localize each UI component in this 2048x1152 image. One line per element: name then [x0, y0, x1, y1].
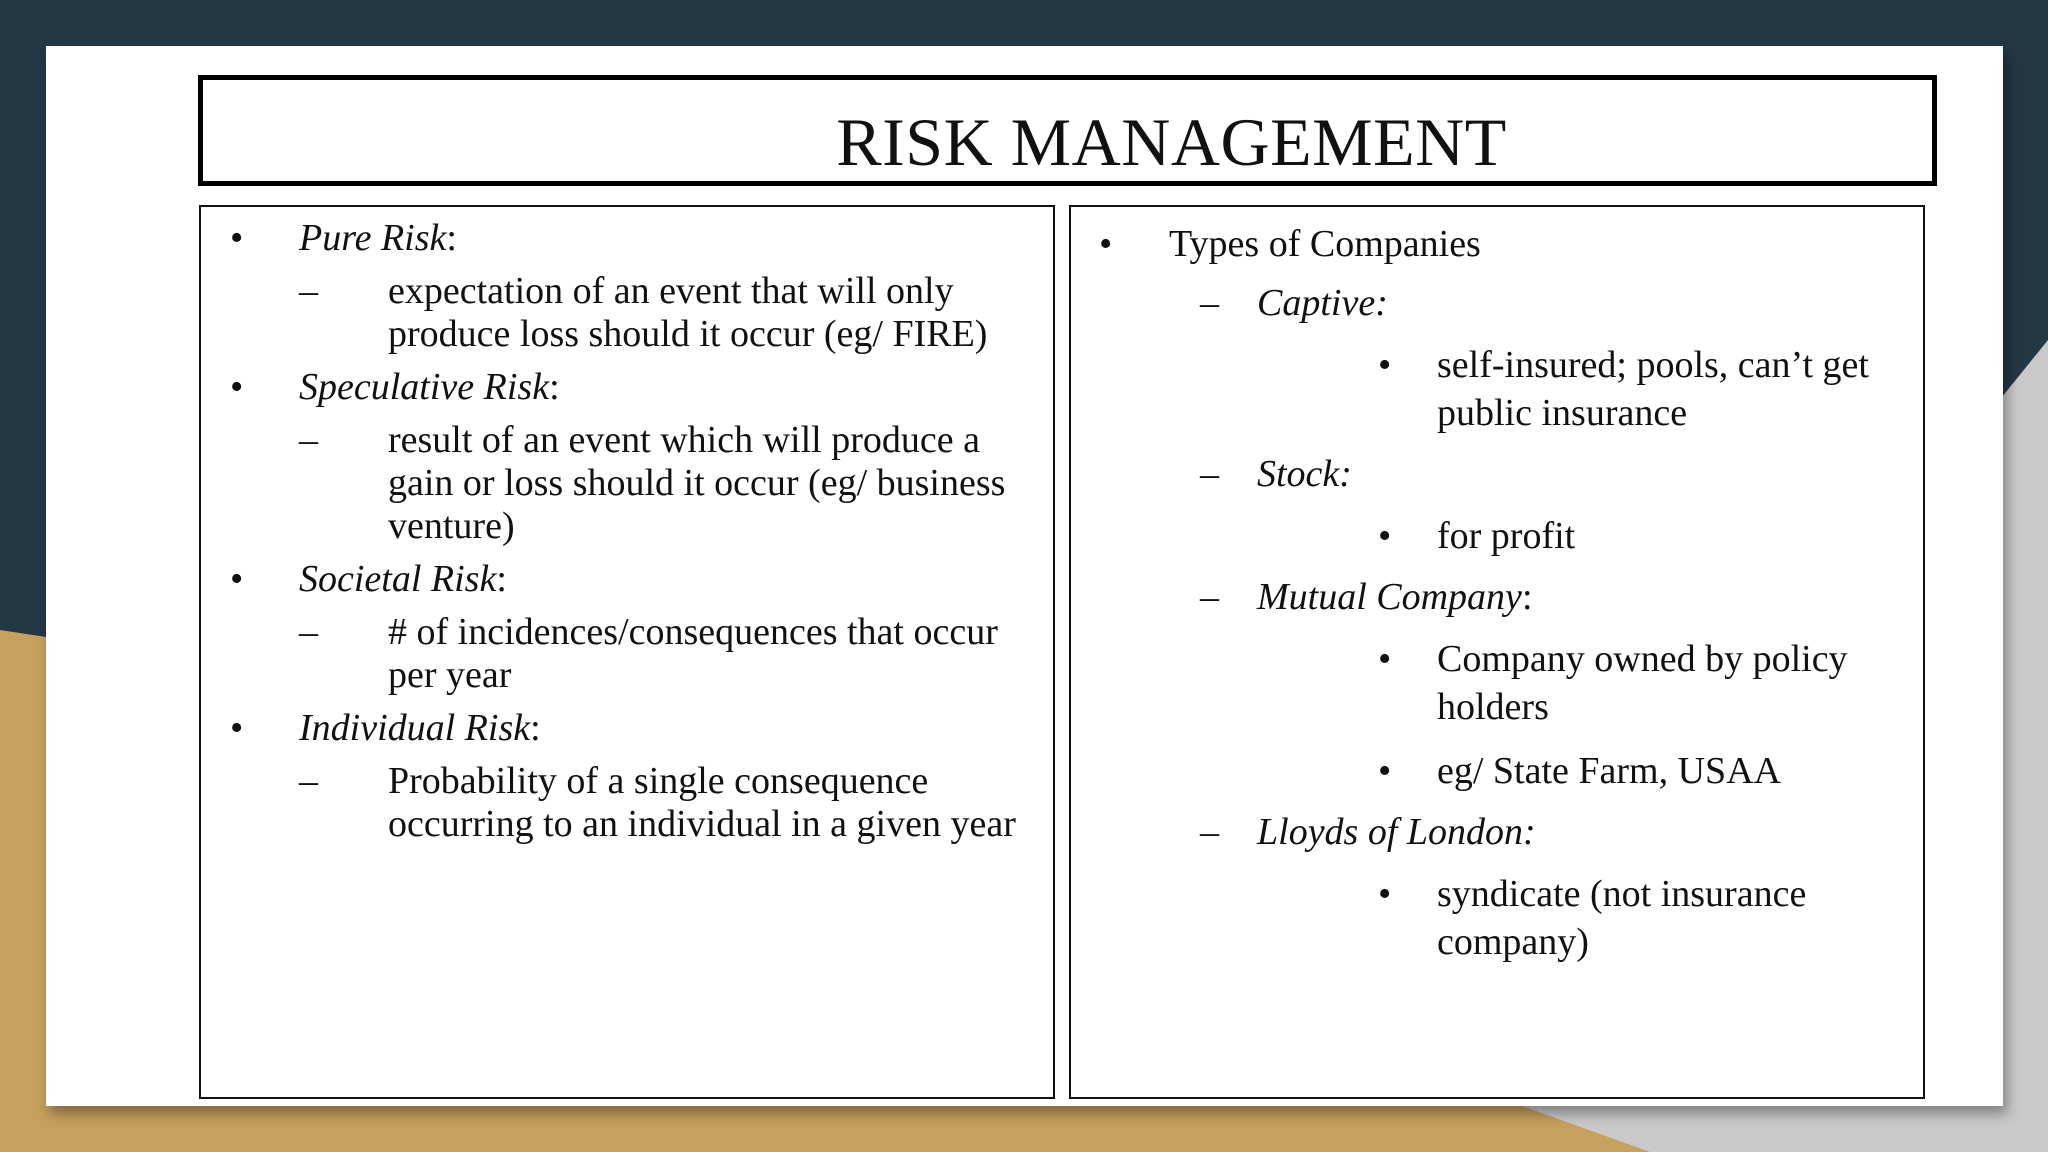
slide-title: RISK MANAGEMENT: [836, 104, 1507, 180]
term-suffix: :: [530, 707, 541, 749]
bullet-marker: •: [230, 366, 244, 408]
detail: Probability of a single consequence occurring to an individual in a given year: [388, 760, 1016, 845]
detail-item: [1200, 747, 1923, 795]
company-subtypes-list: [1200, 282, 1923, 966]
detail: expectation of an event that will only produce loss should it occur (eg/ FIRE): [388, 270, 988, 355]
detail: result of an event which will produce a gain or loss should it occur (eg/ business venture): [388, 419, 1006, 547]
sub-list-wrapper: [201, 419, 1053, 548]
detail: self-insured; pools, can’t get public insurance: [1437, 344, 1869, 434]
dash-marker: –: [299, 419, 318, 461]
dash-marker: –: [299, 760, 318, 802]
detail: Company owned by policy holders: [1437, 638, 1848, 728]
risk-types-list: [201, 217, 1053, 846]
list-item-lloyds-of-london: [1200, 811, 1923, 966]
dash-marker: –: [1200, 282, 1219, 324]
dash-marker: –: [1200, 576, 1219, 618]
term: Pure Risk: [299, 217, 447, 259]
list-item-societal-risk: [201, 558, 1053, 601]
bullet-marker: •: [230, 558, 244, 600]
dash-marker: –: [299, 270, 318, 312]
bullet-marker: •: [1378, 873, 1392, 915]
term: Lloyds of London:: [1257, 811, 1536, 853]
term-suffix: :: [549, 366, 560, 408]
detail-list: [1200, 512, 1923, 560]
sub-list-wrapper: [201, 760, 1053, 846]
bullet-marker: •: [1378, 638, 1392, 680]
term-suffix: :: [496, 558, 507, 600]
detail: eg/ State Farm, USAA: [1437, 750, 1782, 792]
detail-item: [1200, 870, 1923, 966]
detail-list: [1200, 341, 1923, 437]
detail-item: [1200, 635, 1923, 731]
detail-item: [1200, 341, 1923, 437]
heading: Types of Companies: [1169, 223, 1481, 265]
term: Captive:: [1257, 282, 1388, 324]
title-box: [198, 75, 1937, 186]
bullet-marker: •: [1099, 223, 1113, 265]
term: Societal Risk: [299, 558, 497, 600]
list-item-pure-risk: [201, 217, 1053, 260]
term: Mutual Company: [1257, 576, 1522, 618]
list-item-speculative-risk: [201, 366, 1053, 409]
list-item-types-of-companies: [1071, 223, 1923, 966]
bullet-marker: •: [1378, 750, 1392, 792]
detail: # of incidences/consequences that occur per year: [388, 611, 998, 696]
term: Speculative Risk: [299, 366, 550, 408]
list-item-stock: [1200, 453, 1923, 560]
sub-item: [299, 760, 1053, 846]
slide: [46, 46, 2003, 1106]
sub-item: [299, 611, 1053, 697]
detail-item: [1200, 512, 1923, 560]
term: Individual Risk: [299, 707, 531, 749]
detail: syndicate (not insurance company): [1437, 873, 1807, 963]
sub-item: [299, 270, 1053, 356]
list-item-mutual-company: [1200, 576, 1923, 795]
bullet-marker: •: [230, 217, 244, 259]
detail-list: [1200, 635, 1923, 795]
bullet-marker: •: [1378, 515, 1392, 557]
bullet-marker: •: [1378, 344, 1392, 386]
sub-list-wrapper: [201, 611, 1053, 697]
dash-marker: –: [1200, 811, 1219, 853]
term: Stock:: [1257, 453, 1352, 495]
list-item-captive: [1200, 282, 1923, 437]
sub-list-wrapper: [201, 270, 1053, 356]
detail: for profit: [1437, 515, 1576, 557]
company-types-list: [1071, 223, 1923, 966]
list-item-individual-risk: [201, 707, 1053, 750]
term-suffix: :: [446, 217, 457, 259]
dash-marker: –: [299, 611, 318, 653]
detail-list: [1200, 870, 1923, 966]
bullet-marker: •: [230, 707, 244, 749]
dash-marker: –: [1200, 453, 1219, 495]
right-panel: [1069, 205, 1925, 1099]
left-panel: [199, 205, 1055, 1099]
term-suffix: :: [1521, 576, 1533, 618]
sub-item: [299, 419, 1053, 548]
